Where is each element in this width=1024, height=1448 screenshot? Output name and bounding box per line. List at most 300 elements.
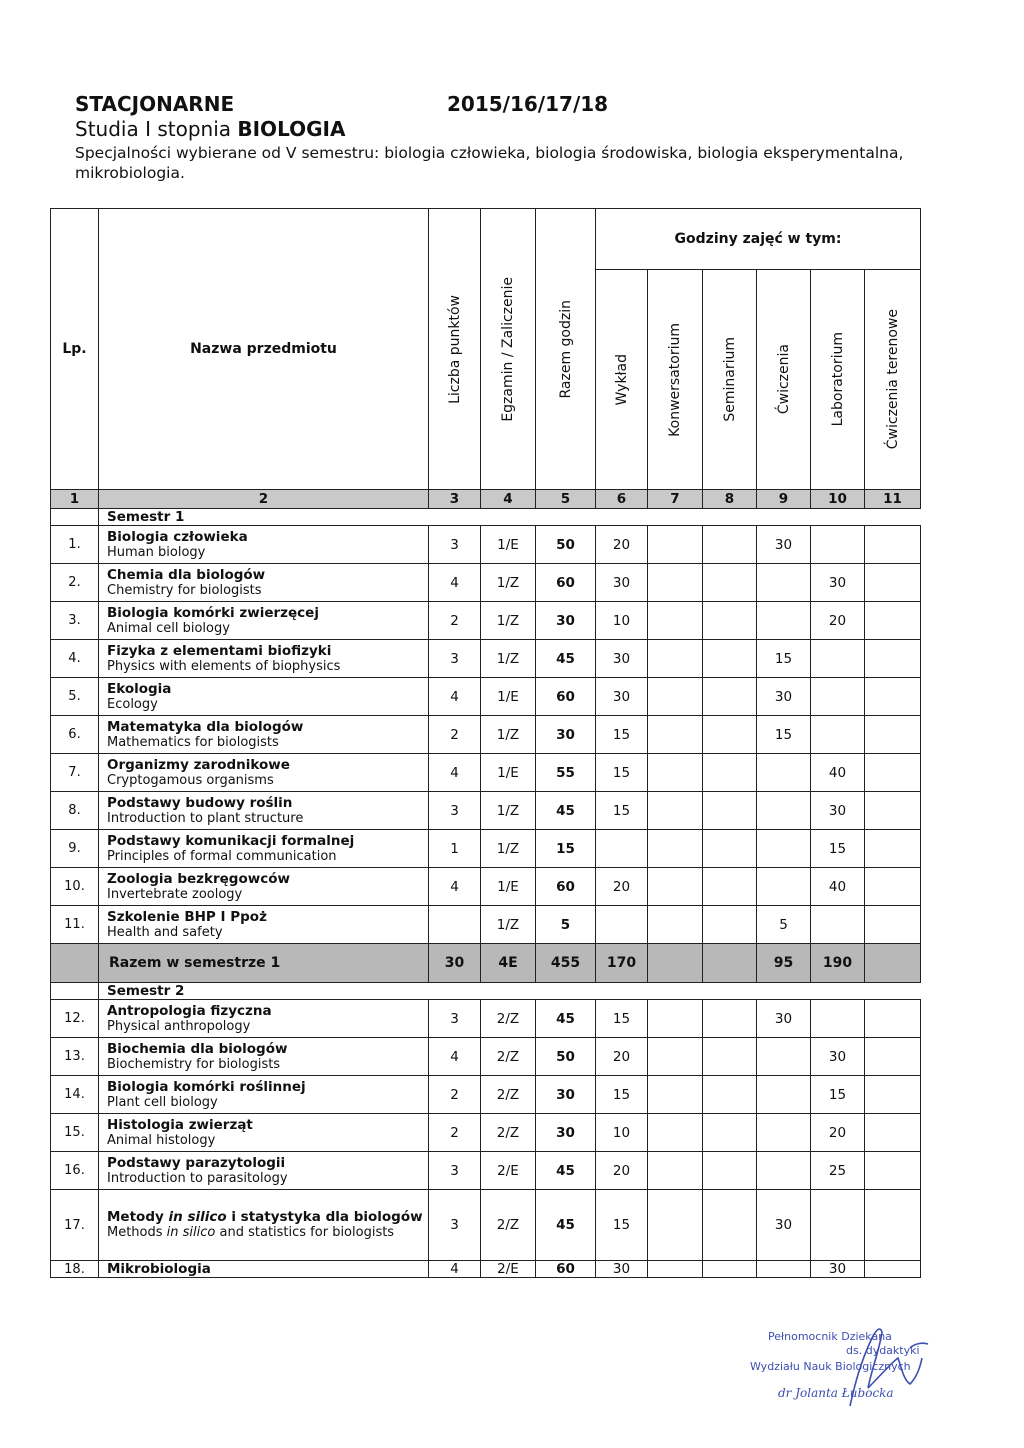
- row-field: [865, 1000, 921, 1038]
- row-hours: 60: [536, 678, 596, 716]
- table-row: [51, 1076, 921, 1114]
- row-exercises: [757, 792, 811, 830]
- row-seminar: [703, 602, 757, 640]
- semester-2-body: [51, 1000, 921, 1190]
- row-subject: [99, 1038, 429, 1076]
- row-exam: 1/Z: [481, 564, 536, 602]
- row-conversatory: [648, 716, 703, 754]
- row-points: 4: [429, 754, 481, 792]
- row-exercises: [757, 830, 811, 868]
- row-hours: 50: [536, 1038, 596, 1076]
- subject-name-pl: Ekologia: [107, 680, 172, 697]
- column-number: 8: [703, 490, 757, 509]
- row-points: 3: [429, 1152, 481, 1190]
- row-subject: [99, 830, 429, 868]
- row-points: 2: [429, 1076, 481, 1114]
- subject-name-en: Physical anthropology: [107, 1018, 251, 1034]
- sum-exercises: 95: [757, 944, 811, 983]
- column-number-row: [51, 490, 921, 509]
- semester-1-label: Semestr 1: [99, 509, 921, 526]
- row-lp: 18.: [51, 1261, 99, 1278]
- row-subject: [99, 1152, 429, 1190]
- row-conversatory: [648, 1000, 703, 1038]
- header-exam: Egzamin / Zaliczenie: [481, 209, 536, 490]
- row-field: [865, 1114, 921, 1152]
- row-laboratory: 40: [811, 754, 865, 792]
- row-seminar: [703, 754, 757, 792]
- subject-name-pl: Fizyka z elementami biofizyki: [107, 642, 332, 659]
- study-mode: STACJONARNE: [75, 92, 235, 116]
- row-field: [865, 868, 921, 906]
- row-lecture: 30: [596, 1261, 648, 1278]
- row-points: 3: [429, 1000, 481, 1038]
- row-lecture: 30: [596, 640, 648, 678]
- row-field: [865, 792, 921, 830]
- document-header: [75, 92, 935, 183]
- subject-name-pl: Organizmy zarodnikowe: [107, 756, 290, 773]
- table-row: [51, 678, 921, 716]
- row-subject: [99, 792, 429, 830]
- subject-name-en: Animal histology: [107, 1132, 216, 1148]
- row-field: [865, 1152, 921, 1190]
- row-lecture: 20: [596, 526, 648, 564]
- row-lecture: 10: [596, 602, 648, 640]
- row-exercises: 15: [757, 716, 811, 754]
- row-subject: [99, 1190, 429, 1261]
- row-laboratory: [811, 1000, 865, 1038]
- table-row: [51, 792, 921, 830]
- row-lecture: 15: [596, 1000, 648, 1038]
- column-number: 4: [481, 490, 536, 509]
- subject-name-en: Plant cell biology: [107, 1094, 218, 1110]
- column-number: 2: [99, 490, 429, 509]
- row-exam: 2/E: [481, 1261, 536, 1278]
- header-exercises: Ćwiczenia: [757, 270, 811, 490]
- row-laboratory: 20: [811, 602, 865, 640]
- row-exercises: [757, 602, 811, 640]
- subject-name-en: Health and safety: [107, 924, 223, 940]
- row-exam: 1/Z: [481, 792, 536, 830]
- row-hours: 50: [536, 526, 596, 564]
- sum-seminar: [703, 944, 757, 983]
- study-level: [75, 117, 935, 141]
- row-subject: [99, 1000, 429, 1038]
- header-title-row: [75, 92, 935, 116]
- semester-2-label: Semestr 2: [99, 983, 921, 1000]
- row-lp: 1.: [51, 526, 99, 564]
- row-points: 2: [429, 716, 481, 754]
- row-seminar: [703, 564, 757, 602]
- row-conversatory: [648, 906, 703, 944]
- row-seminar: [703, 1261, 757, 1278]
- row-hours: 45: [536, 1190, 596, 1261]
- row-seminar: [703, 1038, 757, 1076]
- row-points: 3: [429, 792, 481, 830]
- subject-name-en: Biochemistry for biologists: [107, 1056, 281, 1072]
- row-lp: 16.: [51, 1152, 99, 1190]
- row-field: [865, 564, 921, 602]
- row-lp: 15.: [51, 1114, 99, 1152]
- row-conversatory: [648, 830, 703, 868]
- row-exam: 1/Z: [481, 640, 536, 678]
- row-points: 4: [429, 1038, 481, 1076]
- row-conversatory: [648, 526, 703, 564]
- row-exercises: [757, 1152, 811, 1190]
- row-laboratory: 15: [811, 1076, 865, 1114]
- row-field: [865, 906, 921, 944]
- row-seminar: [703, 1000, 757, 1038]
- row-seminar: [703, 830, 757, 868]
- row-subject: [99, 716, 429, 754]
- academic-years: 2015/16/17/18: [447, 92, 609, 116]
- row-subject: [99, 678, 429, 716]
- curriculum-table: [50, 208, 921, 1278]
- stamp-line-3: Wydziału Nauk Biologicznych: [750, 1360, 911, 1373]
- row-exam: 2/Z: [481, 1114, 536, 1152]
- row-hours: 45: [536, 640, 596, 678]
- row-exercises: [757, 754, 811, 792]
- subject-name-en: Mathematics for biologists: [107, 734, 279, 750]
- subject-name-pl: Zoologia bezkręgowców: [107, 870, 290, 887]
- row-conversatory: [648, 792, 703, 830]
- row-conversatory: [648, 1152, 703, 1190]
- row-exam: 1/Z: [481, 830, 536, 868]
- row-field: [865, 1190, 921, 1261]
- subject-name-pl: Podstawy parazytologii: [107, 1154, 286, 1171]
- subject-name-en: Introduction to plant structure: [107, 810, 304, 826]
- table-row: [51, 830, 921, 868]
- row-exam: 1/E: [481, 678, 536, 716]
- row-exercises: [757, 1038, 811, 1076]
- row-subject: [99, 1114, 429, 1152]
- row-laboratory: [811, 526, 865, 564]
- row-lp: 6.: [51, 716, 99, 754]
- row-seminar: [703, 640, 757, 678]
- row-conversatory: [648, 1076, 703, 1114]
- header-subject-name: Nazwa przedmiotu: [99, 209, 429, 490]
- row-lp: 5.: [51, 678, 99, 716]
- table-row: [51, 602, 921, 640]
- row-laboratory: [811, 716, 865, 754]
- subject-name-pl: Mikrobiologia: [107, 1261, 211, 1277]
- row-lp: 12.: [51, 1000, 99, 1038]
- subject-name-en: Principles of formal communication: [107, 848, 337, 864]
- row-lecture: 15: [596, 754, 648, 792]
- column-number: 3: [429, 490, 481, 509]
- table-row: [51, 564, 921, 602]
- row-field: [865, 1261, 921, 1278]
- subject-name-en: Physics with elements of biophysics: [107, 658, 341, 674]
- stamp-line-4: dr Jolanta Łubocka: [778, 1386, 894, 1400]
- subject-name-en: Invertebrate zoology: [107, 886, 243, 902]
- subject-name-pl: Matematyka dla biologów: [107, 718, 304, 735]
- row-points: 4: [429, 1261, 481, 1278]
- row-points: [429, 906, 481, 944]
- row-field: [865, 1076, 921, 1114]
- row-lp: 13.: [51, 1038, 99, 1076]
- signature-icon: [810, 1318, 940, 1413]
- stamp-line-2: ds. dydaktyki: [846, 1344, 920, 1357]
- table-row: [51, 1190, 921, 1261]
- table-row: [51, 1000, 921, 1038]
- row-exercises: [757, 564, 811, 602]
- header-field-exercises: Ćwiczenia terenowe: [865, 270, 921, 490]
- column-number: 11: [865, 490, 921, 509]
- subject-name-en: Chemistry for biologists: [107, 582, 262, 598]
- sum-exams: 4E: [481, 944, 536, 983]
- row-laboratory: [811, 1190, 865, 1261]
- column-number: 6: [596, 490, 648, 509]
- row-subject: [99, 564, 429, 602]
- row-exam: 2/E: [481, 1152, 536, 1190]
- row-conversatory: [648, 754, 703, 792]
- row-laboratory: 30: [811, 792, 865, 830]
- row-field: [865, 526, 921, 564]
- subject-name-pl: Podstawy budowy roślin: [107, 794, 293, 811]
- row-laboratory: 15: [811, 830, 865, 868]
- row-lp: 17.: [51, 1190, 99, 1261]
- table-row: [51, 1114, 921, 1152]
- row-exam: 2/Z: [481, 1038, 536, 1076]
- table-header-row: [51, 209, 921, 270]
- row-points: 4: [429, 868, 481, 906]
- subject-name-pl: Podstawy komunikacji formalnej: [107, 832, 355, 849]
- sum-field: [865, 944, 921, 983]
- row-field: [865, 678, 921, 716]
- subject-name-en: Methods in silico and statistics for biologists: [107, 1225, 395, 1240]
- row-lecture: 10: [596, 1114, 648, 1152]
- subject-name-pl: Metody in silico i statystyka dla biologów: [107, 1209, 423, 1225]
- column-number: 5: [536, 490, 596, 509]
- row-points: 4: [429, 564, 481, 602]
- row-seminar: [703, 906, 757, 944]
- row-lp: 3.: [51, 602, 99, 640]
- row-points: 2: [429, 602, 481, 640]
- row-exam: 2/Z: [481, 1190, 536, 1261]
- row-lp: 7.: [51, 754, 99, 792]
- table-row: [51, 868, 921, 906]
- row-lecture: 15: [596, 792, 648, 830]
- row-hours: 30: [536, 602, 596, 640]
- sum-laboratory: 190: [811, 944, 865, 983]
- row-points: 3: [429, 526, 481, 564]
- column-number: 7: [648, 490, 703, 509]
- row-hours: 5: [536, 906, 596, 944]
- row-subject: [99, 526, 429, 564]
- row-hours: 15: [536, 830, 596, 868]
- row-exam: 1/E: [481, 526, 536, 564]
- row-seminar: [703, 1152, 757, 1190]
- sum-label: Razem w semestrze 1: [99, 944, 429, 983]
- table-row: [51, 716, 921, 754]
- row-exercises: [757, 868, 811, 906]
- table-row: [51, 906, 921, 944]
- subject-name-en: Animal cell biology: [107, 620, 230, 636]
- row-exercises: [757, 1076, 811, 1114]
- row-conversatory: [648, 602, 703, 640]
- row-seminar: [703, 678, 757, 716]
- row-lp: 8.: [51, 792, 99, 830]
- row-exercises: 30: [757, 1190, 811, 1261]
- row-field: [865, 830, 921, 868]
- row-hours: 30: [536, 1076, 596, 1114]
- row-laboratory: 30: [811, 1038, 865, 1076]
- row-laboratory: 30: [811, 1261, 865, 1278]
- row-points: 3: [429, 1190, 481, 1261]
- row-conversatory: [648, 564, 703, 602]
- row-hours: 60: [536, 868, 596, 906]
- row-laboratory: 20: [811, 1114, 865, 1152]
- row-hours: 60: [536, 564, 596, 602]
- row-seminar: [703, 1190, 757, 1261]
- row-laboratory: [811, 640, 865, 678]
- row-exercises: 30: [757, 526, 811, 564]
- row-points: 4: [429, 678, 481, 716]
- sum-hours: 455: [536, 944, 596, 983]
- header-hours-total: Razem godzin: [536, 209, 596, 490]
- row-field: [865, 1038, 921, 1076]
- row-exercises: 5: [757, 906, 811, 944]
- row-points: 2: [429, 1114, 481, 1152]
- table-row: [51, 1152, 921, 1190]
- row-lecture: 30: [596, 678, 648, 716]
- header-seminar: Seminarium: [703, 270, 757, 490]
- row-points: 1: [429, 830, 481, 868]
- subject-name-pl: Biologia człowieka: [107, 528, 248, 545]
- row-lp: 4.: [51, 640, 99, 678]
- row-exercises: [757, 1114, 811, 1152]
- row-exam: 1/Z: [481, 716, 536, 754]
- row-lecture: 20: [596, 1038, 648, 1076]
- row-seminar: [703, 1114, 757, 1152]
- row-points: 3: [429, 640, 481, 678]
- row-hours: 45: [536, 792, 596, 830]
- table-row: [51, 640, 921, 678]
- row-exam: 1/Z: [481, 602, 536, 640]
- header-hours-group: Godziny zajęć w tym:: [596, 209, 921, 270]
- row-hours: 60: [536, 1261, 596, 1278]
- row-laboratory: [811, 678, 865, 716]
- row-conversatory: [648, 1190, 703, 1261]
- row-hours: 45: [536, 1152, 596, 1190]
- row-subject: [99, 1261, 429, 1278]
- row-exam: 2/Z: [481, 1076, 536, 1114]
- stamp-line-1: Pełnomocnik Dziekana: [768, 1330, 892, 1343]
- row-lecture: [596, 906, 648, 944]
- row-hours: 55: [536, 754, 596, 792]
- header-conversatory: Konwersatorium: [648, 270, 703, 490]
- subject-name-pl: Biochemia dla biologów: [107, 1040, 288, 1057]
- row-seminar: [703, 792, 757, 830]
- semester-1-body: [51, 526, 921, 944]
- row-conversatory: [648, 678, 703, 716]
- row-seminar: [703, 526, 757, 564]
- subject-name-pl: Biologia komórki roślinnej: [107, 1078, 306, 1095]
- row-subject: [99, 602, 429, 640]
- row-hours: 45: [536, 1000, 596, 1038]
- row-hours: 30: [536, 716, 596, 754]
- subject-name-pl: Biologia komórki zwierzęcej: [107, 604, 319, 621]
- sum-points: 30: [429, 944, 481, 983]
- subject-name-en: Human biology: [107, 544, 206, 560]
- table-row: [51, 754, 921, 792]
- table-row: [51, 1261, 921, 1278]
- header-laboratory: Laboratorium: [811, 270, 865, 490]
- row-lecture: 20: [596, 868, 648, 906]
- row-exam: 1/E: [481, 868, 536, 906]
- semester-2-heading-row: [51, 983, 921, 1000]
- specializations-note: Specjalności wybierane od V semestru: biologia człowieka, biologia środowiska, biologia eksperymentalna, mikrobiologia.: [75, 144, 904, 182]
- row-lecture: 15: [596, 716, 648, 754]
- subject-name-pl: Chemia dla biologów: [107, 566, 266, 583]
- row-seminar: [703, 716, 757, 754]
- dean-stamp-signature: [750, 1318, 940, 1413]
- subject-name-en: Cryptogamous organisms: [107, 772, 274, 788]
- row-conversatory: [648, 1038, 703, 1076]
- table-row: [51, 526, 921, 564]
- semester-1-sum-row: [51, 944, 921, 983]
- subject-name-pl: Antropologia fizyczna: [107, 1002, 272, 1019]
- row-exam: 1/Z: [481, 906, 536, 944]
- row-laboratory: 25: [811, 1152, 865, 1190]
- row-subject: [99, 906, 429, 944]
- column-number: 1: [51, 490, 99, 509]
- row-lp: 9.: [51, 830, 99, 868]
- header-lp: Lp.: [51, 209, 99, 490]
- row-lp: 10.: [51, 868, 99, 906]
- row-laboratory: 40: [811, 868, 865, 906]
- header-lecture: Wykład: [596, 270, 648, 490]
- table-row: [51, 1038, 921, 1076]
- subject-name-en: Introduction to parasitology: [107, 1170, 288, 1186]
- row-laboratory: [811, 906, 865, 944]
- row-exam: 1/E: [481, 754, 536, 792]
- row-lecture: 20: [596, 1152, 648, 1190]
- study-level-prefix: Studia I stopnia: [75, 117, 232, 141]
- row-subject: [99, 1076, 429, 1114]
- row-conversatory: [648, 1261, 703, 1278]
- row-lp: 14.: [51, 1076, 99, 1114]
- row-seminar: [703, 868, 757, 906]
- row-field: [865, 716, 921, 754]
- subject-name-pl: Histologia zwierząt: [107, 1116, 253, 1133]
- row-lecture: [596, 830, 648, 868]
- column-number: 9: [757, 490, 811, 509]
- row-subject: [99, 754, 429, 792]
- subject-name-en: Ecology: [107, 696, 158, 712]
- row-field: [865, 754, 921, 792]
- row-seminar: [703, 1076, 757, 1114]
- row-hours: 30: [536, 1114, 596, 1152]
- row-subject: [99, 868, 429, 906]
- row-exercises: 15: [757, 640, 811, 678]
- row-lecture: 15: [596, 1190, 648, 1261]
- row-exercises: 30: [757, 1000, 811, 1038]
- sum-lecture: 170: [596, 944, 648, 983]
- row-field: [865, 602, 921, 640]
- row-lecture: 30: [596, 564, 648, 602]
- row-subject: [99, 640, 429, 678]
- row-lecture: 15: [596, 1076, 648, 1114]
- row-exercises: 30: [757, 678, 811, 716]
- row-conversatory: [648, 1114, 703, 1152]
- semester-1-heading-row: [51, 509, 921, 526]
- row-conversatory: [648, 868, 703, 906]
- row-laboratory: 30: [811, 564, 865, 602]
- sum-conversatory: [648, 944, 703, 983]
- row-lp: 2.: [51, 564, 99, 602]
- row-conversatory: [648, 640, 703, 678]
